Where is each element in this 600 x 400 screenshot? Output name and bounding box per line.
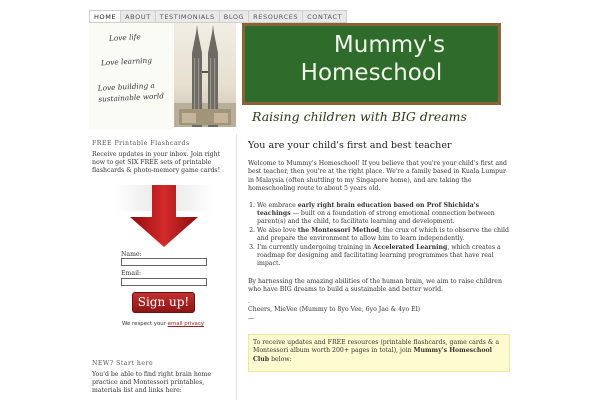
nav-testimonials[interactable]: TESTIMONIALS xyxy=(156,11,220,22)
main-content xyxy=(248,140,510,372)
signoff: Cheers, MieVee (Mummy to 8yo Vee, 6yo Jae & 4yo El) xyxy=(248,306,421,314)
top-nav xyxy=(89,10,347,23)
nav-resources[interactable]: RESOURCES xyxy=(249,11,303,22)
email-input[interactable] xyxy=(121,278,207,286)
logo-title-line2: Homeschool xyxy=(300,60,443,86)
list-item: 3. I'm currently undergoing training in Accelerated Learning, which creates a roadmap for designing and facilitating learning programmes that have real impact. xyxy=(257,244,510,269)
privacy-prefix: We respect your xyxy=(122,321,166,327)
list-item: 2. We also love the Montessori Method, the crux of which is to observe the child and prepare the environment to allow him to learn independently. xyxy=(257,227,510,244)
signup-button[interactable]: Sign up! xyxy=(132,292,195,313)
dash-separator: — xyxy=(248,314,255,322)
feature-list xyxy=(248,202,510,269)
tagline-sustainable: Love building a sustainable world xyxy=(97,80,165,104)
tagline-panel xyxy=(89,23,173,129)
sidebar-heading: FREE Printable Flashcards xyxy=(92,140,190,147)
intro-paragraph: Welcome to Mummy's Homeschool! If you believe that you're your child's first and best teacher, then you're at the right place. We're a family based in Kuala Lumpur in Malaysia (often shuttling to my Singapore home), and are taking the homeschooling route to about 5 years old. xyxy=(248,160,507,193)
chalkboard-logo[interactable] xyxy=(242,23,501,105)
sidebar-intro: Receive updates in your inbox. Join right now to get SIX FREE sets of printable flashcards & photo-memory game cards! xyxy=(92,151,221,174)
tagline-love-learning: Love learning xyxy=(100,55,153,68)
dot-separator: . xyxy=(248,297,250,305)
privacy-link[interactable]: email privacy xyxy=(167,321,205,327)
mission-paragraph: By harnessing the amazing abilities of the human brain, we aim to raise children who have BIG dreams to build a sustainable and better world. xyxy=(248,277,502,294)
start-here-text: You'd be able to find right brain home practice and Montessori printables, materials list and links here: xyxy=(92,371,212,394)
start-here-heading: NEW? Start here xyxy=(92,360,154,367)
privacy-note xyxy=(122,321,204,327)
name-input[interactable] xyxy=(121,258,207,266)
nav-about[interactable]: ABOUT xyxy=(121,11,156,22)
email-label: Email: xyxy=(121,270,142,277)
nav-blog[interactable]: BLOG xyxy=(220,11,249,22)
nav-home[interactable]: HOME xyxy=(90,11,121,22)
petronas-towers-photo xyxy=(174,23,236,127)
tagline-love-life: Love life xyxy=(108,32,141,43)
logo-title-line1: Mummy's xyxy=(333,32,446,58)
name-label: Name: xyxy=(121,251,142,258)
site-subtitle: Raising children with BIG dreams xyxy=(252,109,467,124)
nav-contact[interactable]: CONTACT xyxy=(307,13,343,21)
sidebar xyxy=(89,134,237,400)
site-header xyxy=(89,23,511,129)
list-item: 1. We embrace early right brain education based on Prof Shichida's teachings — built on a foundation of strong emotional connection between parent(s) and the child, to facilitate learning and development. xyxy=(257,202,510,227)
down-arrow-icon xyxy=(114,185,214,250)
club-notice: To receive updates and FREE resources (printable flashcards, game cards & a Montessori album worth 200+ pages in total), join Mummy's Homeschool Club below: xyxy=(248,334,510,372)
page-title: You are your child's first and best teacher xyxy=(248,140,452,151)
